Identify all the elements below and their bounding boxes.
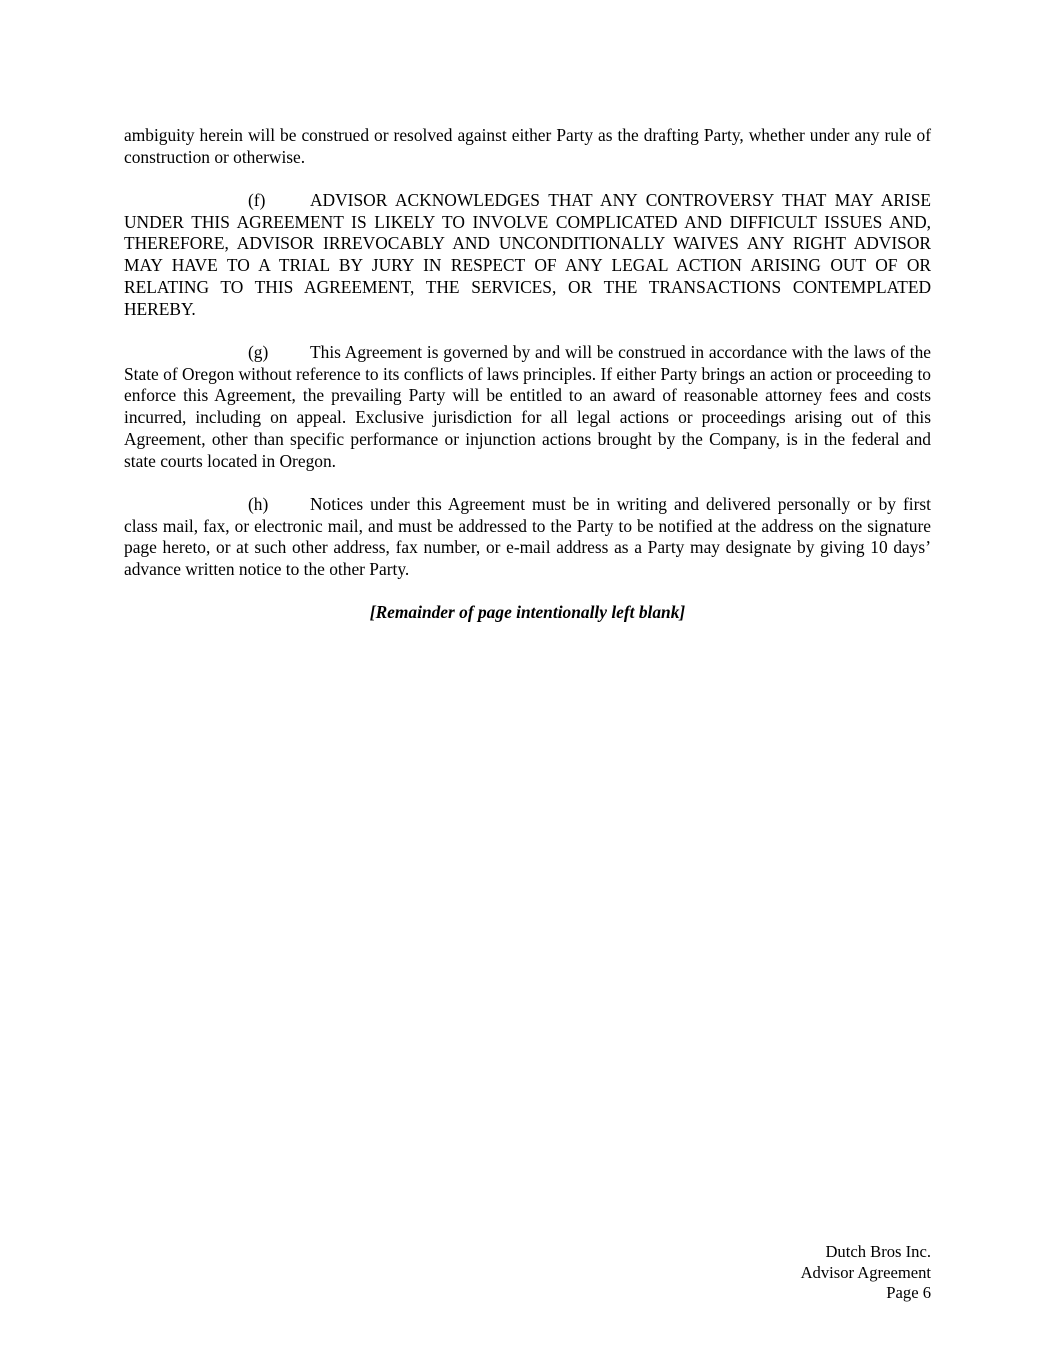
- paragraph-continuation: ambiguity herein will be construed or resolved against either Party as the drafting Party, whether under any rule of construction or otherwise.: [124, 125, 931, 167]
- footer-page-number: Page 6: [886, 1283, 931, 1302]
- paragraph-h-text: Notices under this Agreement must be in writing and delivered personally or by first class mail, fax, or electronic mail, and must be addressed to the Party to be notified at the address on the signature page hereto, or at such other address, fax number, or e-mail address as a Party may designate by giving 10 days’ advance written notice to the other Party.: [124, 493, 931, 580]
- paragraph-f-label: (f): [248, 189, 266, 210]
- blank-page-note: [Remainder of page intentionally left blank]: [369, 602, 686, 623]
- paragraph-f-text: ADVISOR ACKNOWLEDGES THAT ANY CONTROVERSY THAT MAY ARISE UNDER THIS AGREEMENT IS LIKELY TO INVOLVE COMPLICATED AND DIFFICULT ISSUES AND, THEREFORE, ADVISOR IRREVOCABLY AND UNCONDITIONALLY WAIVES ANY RIGHT ADVISOR MAY HAVE TO A TRIAL BY JURY IN RESPECT OF ANY LEGAL ACTION ARISING OUT OF OR RELATING TO THIS AGREEMENT, THE SERVICES, OR THE TRANSACTIONS CONTEMPLATED HEREBY.: [124, 189, 931, 319]
- page-footer: [801, 1242, 931, 1304]
- paragraph-f: [124, 190, 931, 321]
- document-body: [124, 125, 931, 641]
- footer-company: Dutch Bros Inc.: [825, 1242, 931, 1261]
- paragraph-h-label: (h): [248, 493, 269, 514]
- paragraph-g: [124, 342, 931, 473]
- paragraph-h: [124, 494, 931, 581]
- footer-document-title: Advisor Agreement: [800, 1262, 931, 1282]
- paragraph-g-text: This Agreement is governed by and will be construed in accordance with the laws of the State of Oregon without reference to its conflicts of laws principles. If either Party brings an action or proceeding to enforce this Agreement, the prevailing Party will be entitled to an award of reasonable attorney fees and costs incurred, including on appeal. Exclusive jurisdiction for all legal actions or proceedings arising out of this Agreement, other than specific performance or injunction actions brought by the Company, is in the federal and state courts located in Oregon.: [124, 341, 931, 471]
- paragraph-g-label: (g): [248, 341, 269, 362]
